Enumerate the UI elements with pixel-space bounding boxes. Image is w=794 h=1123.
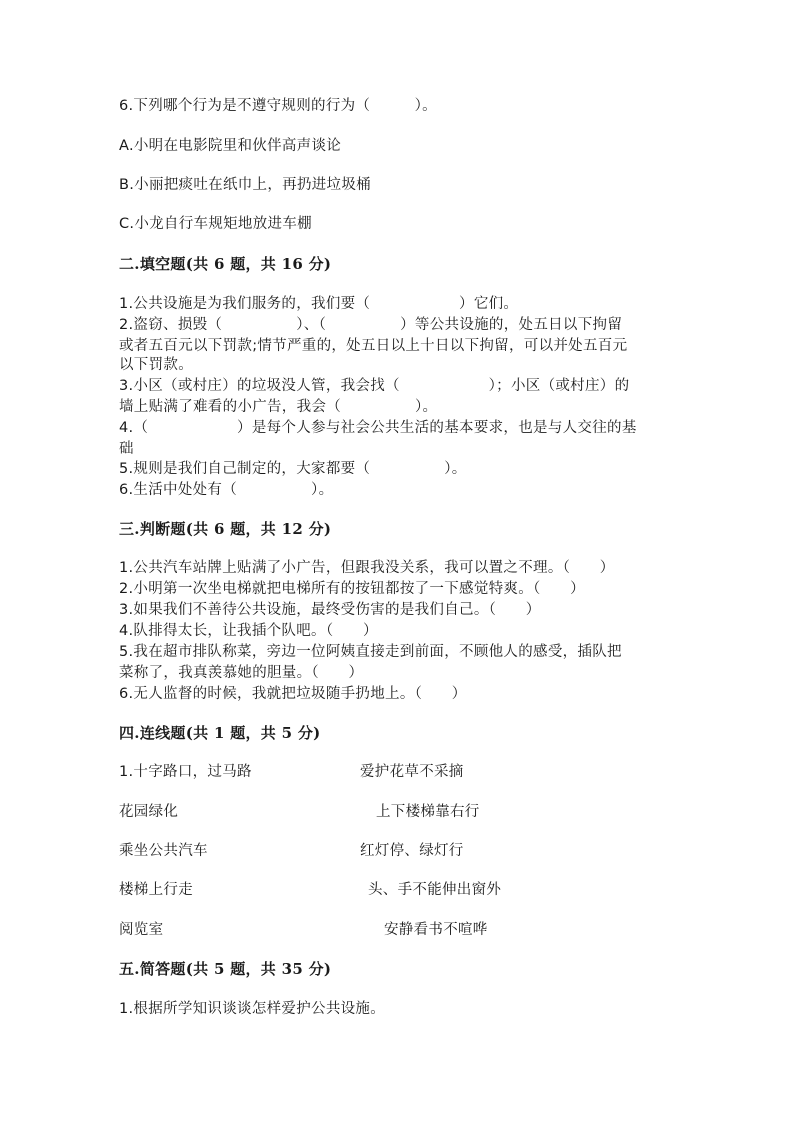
fill-line: 础 — [119, 441, 134, 457]
match-right-item: 红灯停、绿灯行 — [360, 843, 464, 859]
match-left-item: 乘坐公共汽车 — [119, 843, 208, 859]
mc-option-a: A.小明在电影院里和伙伴高声谈论 — [119, 138, 342, 154]
judge-line: 4.队排得太长，让我插个队吧。（ ） — [119, 623, 378, 639]
fill-line: 5.规则是我们自己制定的，大家都要（ ）。 — [119, 461, 467, 477]
fill-line: 4.（ ）是每个人参与社会公共生活的基本要求，也是与人交往的基 — [119, 420, 637, 436]
match-heading: 四.连线题(共 1 题，共 5 分) — [119, 724, 321, 742]
fill-line: 1.公共设施是为我们服务的，我们要（ ）它们。 — [119, 296, 519, 312]
match-right-item: 安静看书不喧哗 — [384, 922, 488, 938]
short-heading: 五.简答题(共 5 题，共 35 分) — [119, 960, 332, 978]
judge-line: 5.我在超市排队称菜，旁边一位阿姨直接走到前面，不顾他人的感受，插队把 — [119, 644, 622, 660]
match-left-item: 阅览室 — [119, 922, 164, 938]
match-right-item: 爱护花草不采摘 — [360, 764, 464, 780]
judge-line: 1.公共汽车站牌上贴满了小广告，但跟我没关系，我可以置之不理。（ ） — [119, 560, 615, 576]
fill-line: 2.盗窃、损毁（ ）、（ ）等公共设施的，处五日以下拘留 — [119, 317, 623, 333]
fill-line: 3.小区（或村庄）的垃圾没人管，我会找（ ）；小区（或村庄）的 — [119, 378, 630, 394]
fill-line: 墙上贴满了难看的小广告，我会（ ）。 — [119, 399, 438, 415]
short-line: 1.根据所学知识谈谈怎样爱护公共设施。 — [119, 1001, 386, 1017]
mc-question: 6.下列哪个行为是不遵守规则的行为（ ）。 — [119, 98, 437, 114]
match-left-item: 花园绿化 — [119, 804, 179, 820]
fill-line: 6.生活中处处有（ ）。 — [119, 482, 334, 498]
match-right-item: 上下楼梯靠右行 — [376, 804, 480, 820]
judge-line: 3.如果我们不善待公共设施，最终受伤害的是我们自己。（ ） — [119, 602, 541, 618]
match-left-item: 楼梯上行走 — [119, 882, 193, 898]
fill-line: 或者五百元以下罚款;情节严重的，处五日以上十日以下拘留，可以并处五百元 — [119, 338, 628, 354]
mc-option-c: C.小龙自行车规矩地放进车棚 — [119, 216, 312, 232]
match-left-item: 1.十字路口，过马路 — [119, 764, 252, 780]
judge-heading: 三.判断题(共 6 题，共 12 分) — [119, 520, 332, 538]
fill-line: 以下罚款。 — [119, 357, 193, 373]
mc-option-b: B.小丽把痰吐在纸巾上，再扔进垃圾桶 — [119, 177, 371, 193]
match-right-item: 头、手不能伸出窗外 — [368, 882, 502, 898]
judge-line: 2.小明第一次坐电梯就把电梯所有的按钮都按了一下感觉特爽。（ ） — [119, 581, 585, 597]
fill-heading: 二.填空题(共 6 题，共 16 分) — [119, 255, 332, 273]
judge-line: 6.无人监督的时候，我就把垃圾随手扔地上。（ ） — [119, 686, 467, 702]
judge-line: 菜称了，我真羡慕她的胆量。（ ） — [119, 665, 364, 681]
